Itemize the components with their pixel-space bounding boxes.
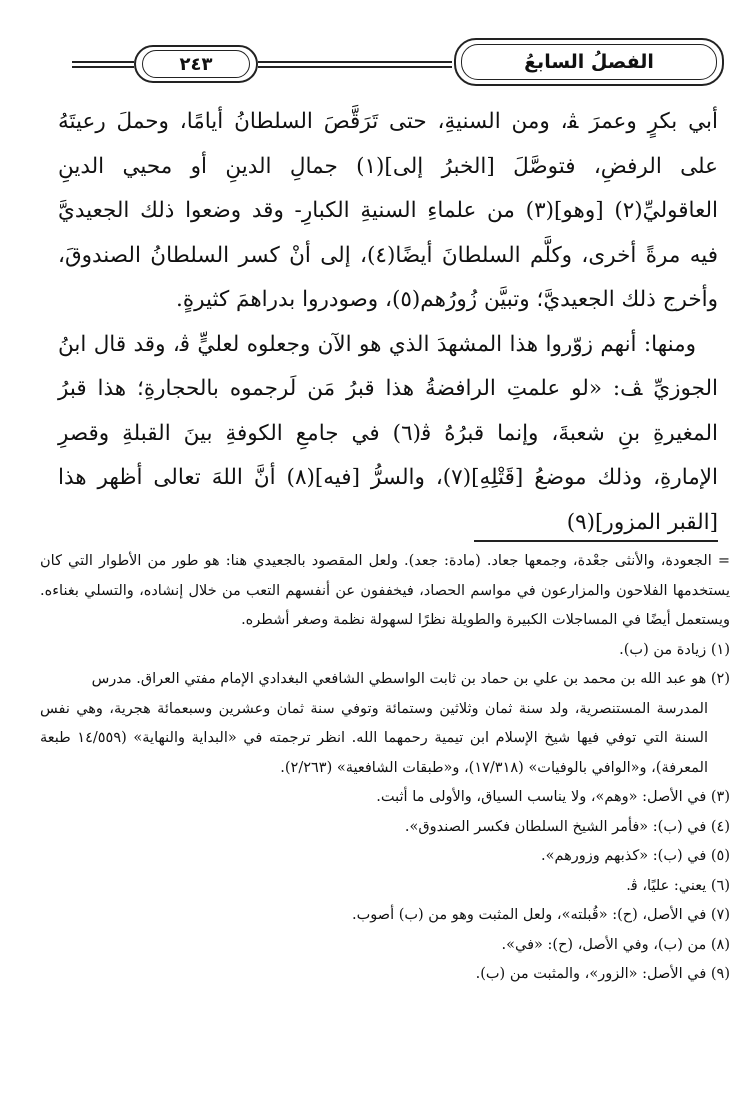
header-rule-middle: [258, 61, 452, 69]
footnote-9: (٩) في الأصل: «الزور»، والمثبت من (ب).: [475, 966, 730, 982]
page-header: [62, 34, 724, 92]
footnote-6: (٦) يعني: عليًا، ﭬ.: [626, 877, 730, 894]
page-number: ٢٤٣: [142, 50, 250, 78]
footnote-4: (٤) في (ب): «فأمر الشيخ السلطان فكسر الصندوق».: [404, 818, 730, 835]
page-number-frame: [134, 45, 258, 83]
main-paragraph: ومنها: أنهم زوّروا هذا المشهدَ الذي هو الآن وجعلوه لعليٍّ ﭬ، وقد قال ابنُ الجوزيِّ ﭫ: «لو علمتِ الرافضةُ هذا قبرُ مَن لَرجموه بالحجارةِ؛ هذا قبرُ المغيرةِ بنِ شعبةَ، وإنما قبرُهُ ﭬ(٦) في جامعِ الكوفةِ بينَ القبلةِ وقصرِ الإمارةِ، وذلك موضعُ [قَتْلِهِ](٧)، والسرُّ [فيه](٨) أنَّ اللهَ تعالى أظهر هذا [القبر المزور](٩): [58, 331, 718, 535]
footnote-continuation: = الجعودة، والأنثى جعْدة، وجمعها جعاد. (مادة: جعد). ولعل المقصود بالجعيدي هنا: هو طور من الأطوار التي كان يستخدمها الفلاحون والمزارعون في مواسم الحصاد، فيخففون عن أنفسهم التعب من خلال إنشاده، والتسلي بغناءه. ويستعمل أيضًا في المساجلات الكبيرة والطويلة نظرًا لسهولة نظمة وصغر أشطره.: [40, 553, 730, 628]
chapter-title-frame: [454, 38, 724, 86]
footnote-2-continuation: المدرسة المستنصرية، ولد سنة ثمان وثلاثين وستمائة وتوفي سنة ثمان وعشرين وسبعمائة هجرية، وهي نفس السنة التي توفي فيها شيخ الإسلام ابن تيمية رحمهما الله. انظر ترجمته في «البداية والنهاية» (١٤/٥٥٩ طبعة المعرفة)، و«الوافي بالوفيات» (١٧/٣١٨)، و«طبقات الشافعية» (٢/٢٦٣).: [40, 700, 708, 776]
footnote-5: (٥) في (ب): «كذبهم وزورهم».: [541, 848, 730, 864]
main-text: [58, 100, 718, 545]
footnote-2-first-line: (٢) هو عبد الله بن محمد بن علي بن حماد بن ثابت الواسطي الشافعي البغدادي الإمام مفتي العراق. مدرس: [91, 671, 730, 687]
main-paragraph: أبي بكرٍ وعمرَ ﭭ، ومن السنيةِ، حتى تَرَقَّصَ السلطانُ أيامًا، وحملَ رعيتَهُ على الرفضِ، فتوصَّلَ [الخبرُ إلى](١) جمالِ الدينِ أو محيي الدينِ العاقوليِّ(٢) [وهو](٣) من علماءِ السنيةِ الكبارِ- وقد وضعوا ذلك الجعيديَّ فيه مرةً أخرى، وكلَّم السلطانَ أيضًا(٤)، إلى أنْ كسر السلطانُ الصندوقَ، وأخرج ذلك الجعيديَّ؛ وتبيَّن زُورُهم(٥)، وصودروا بدراهمَ كثيرةٍ.: [58, 109, 719, 312]
footnotes: [40, 547, 730, 990]
footnote-7: (٧) في الأصل، (ح): «قُبلته»، ولعل المثبت وهو من (ب) أصوب.: [352, 907, 730, 923]
footnote-2: [40, 665, 730, 783]
header-rule-left: [72, 61, 134, 69]
footnote-separator: [474, 540, 718, 542]
footnote-3: (٣) في الأصل: «وهم»، ولا يناسب السياق، والأولى ما أثبت.: [376, 789, 730, 805]
footnote-1: (١) زيادة من (ب).: [619, 641, 730, 658]
chapter-title: الفصلُ السابعُ: [461, 44, 717, 80]
footnote-8: (٨) من (ب)، وفي الأصل، (ح): «في».: [501, 936, 730, 953]
